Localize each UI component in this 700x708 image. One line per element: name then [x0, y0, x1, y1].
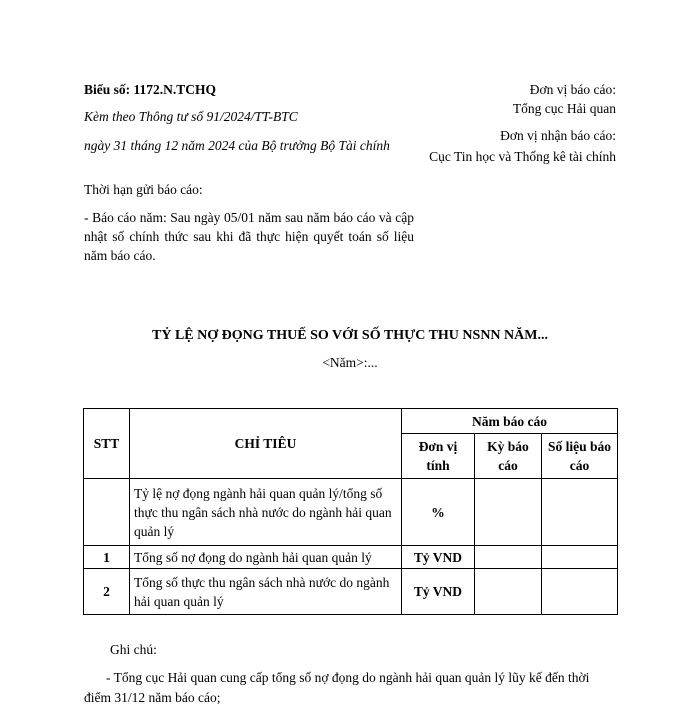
row-period	[475, 479, 542, 546]
report-title: TỶ LỆ NỢ ĐỌNG THUẾ SO VỚI SỐ THỰC THU NSNN NĂM...	[152, 328, 548, 343]
attachment-circular: Kèm theo Thông tư số 91/2024/TT-BTC	[84, 109, 298, 124]
row-unit: Tỷ VND	[402, 546, 475, 569]
row-period	[475, 546, 542, 569]
circular-date: ngày 31 tháng 12 năm 2024 của Bộ trưởng Bộ Tài chính	[84, 138, 390, 153]
report-year: <Năm>:...	[322, 355, 378, 370]
row-stt	[84, 479, 130, 546]
form-code: Biểu số: 1172.N.TCHQ	[84, 82, 217, 97]
header-data: Số liệu báo cáo	[542, 434, 618, 479]
row-indicator: Tổng số thực thu ngân sách nhà nước do ngành hải quan quản lý	[130, 569, 402, 615]
table-row	[84, 546, 618, 569]
row-period	[475, 569, 542, 615]
row-value	[542, 546, 618, 569]
reporting-unit-value: Tổng cục Hải quan	[512, 101, 616, 116]
receiving-unit-value: Cục Tin học và Thống kê tài chính	[429, 149, 616, 164]
row-value	[542, 569, 618, 615]
deadline-text: - Báo cáo năm: Sau ngày 05/01 năm sau năm báo cáo và cập nhật số chính thức sau khi đã thực hiện quyết toán số liệu năm báo cáo.	[84, 210, 414, 263]
header-indicator: CHỈ TIÊU	[130, 409, 402, 479]
deadline-label: Thời hạn gửi báo cáo:	[84, 182, 203, 197]
reporting-unit-label: Đơn vị báo cáo:	[529, 82, 616, 97]
table-row	[84, 479, 618, 546]
receiving-unit-label: Đơn vị nhận báo cáo:	[500, 128, 616, 143]
row-indicator: Tỷ lệ nợ đọng ngành hải quan quản lý/tổng số thực thu ngân sách nhà nước do ngành hải quan quản lý	[130, 479, 402, 546]
row-stt: 1	[84, 546, 130, 569]
table-row	[84, 569, 618, 615]
row-indicator: Tổng số nợ đọng do ngành hải quan quản lý	[130, 546, 402, 569]
header-report-year: Năm báo cáo	[402, 409, 618, 434]
header-stt: STT	[84, 409, 130, 479]
notes-label: Ghi chú:	[110, 642, 157, 657]
notes-text: - Tổng cục Hải quan cung cấp tổng số nợ đọng do ngành hải quan quản lý lũy kế đến thời điểm 31/12 năm báo cáo;	[84, 670, 590, 705]
row-unit: Tỷ VND	[402, 569, 475, 615]
row-stt: 2	[84, 569, 130, 615]
row-unit: %	[402, 479, 475, 546]
report-table	[83, 408, 618, 615]
row-value	[542, 479, 618, 546]
header-unit: Đơn vị tính	[402, 434, 475, 479]
header-period: Kỳ báo cáo	[475, 434, 542, 479]
